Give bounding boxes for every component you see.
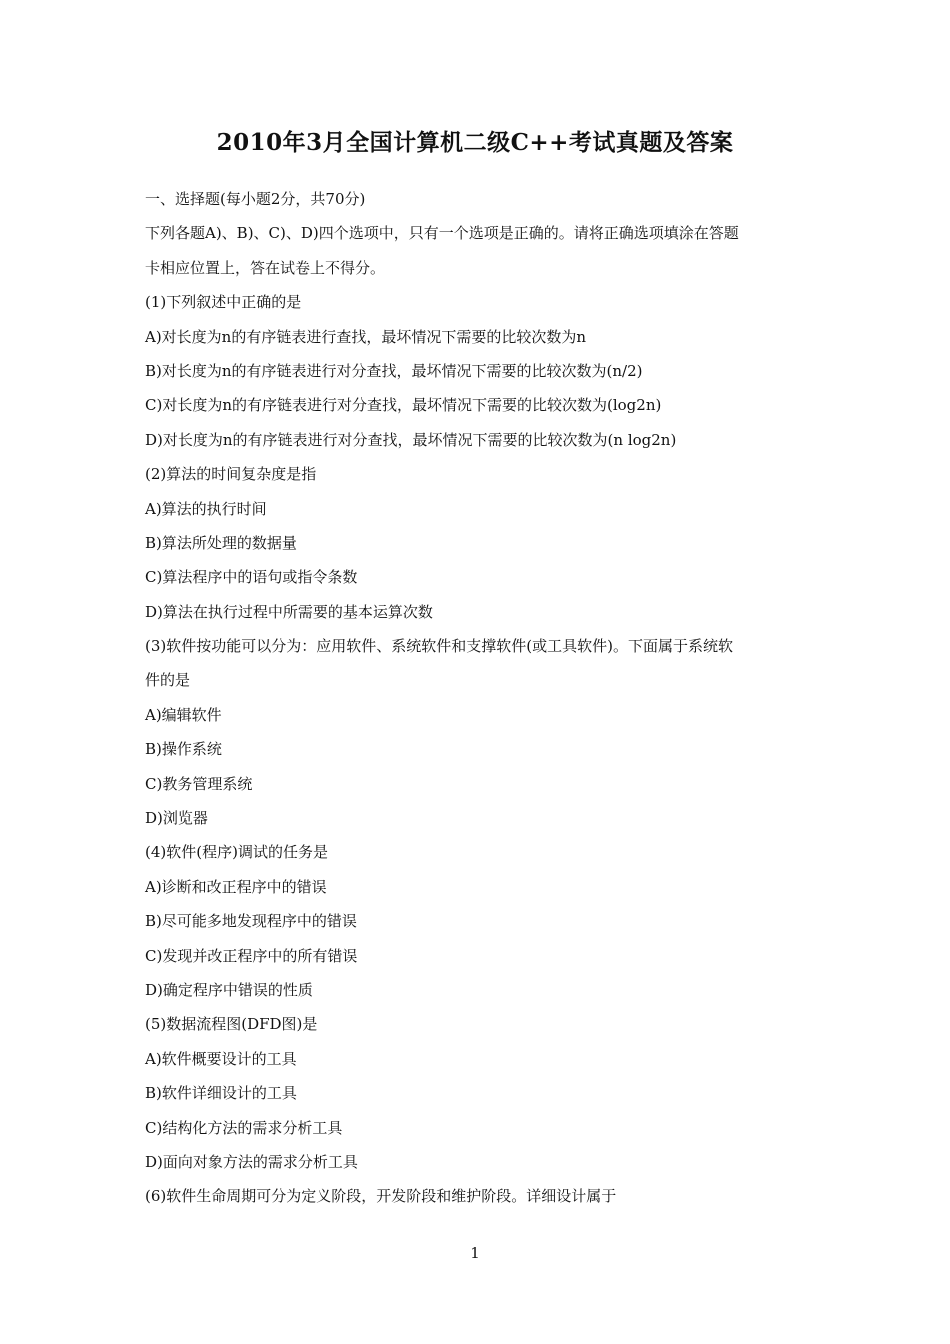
text-line: B)软件详细设计的工具 — [145, 1084, 297, 1103]
text-line: 件的是 — [145, 671, 191, 690]
text-line: (5)数据流程图(DFD图)是 — [145, 1015, 318, 1034]
text-line: C)发现并改正程序中的所有错误 — [145, 946, 358, 965]
text-line: A)算法的执行时间 — [145, 499, 267, 518]
text-line: (6)软件生命周期可分为定义阶段，开发阶段和维护阶段。详细设计属于 — [145, 1187, 617, 1206]
text-line: D)对长度为n的有序链表进行对分查找，最坏情况下需要的比较次数为(n log2n) — [145, 430, 677, 449]
text-line: C)结构化方法的需求分析工具 — [145, 1118, 343, 1137]
document-title: 2010年3月全国计算机二级C++考试真题及答案 — [216, 129, 734, 156]
document-body — [145, 182, 825, 1214]
text-line: D)算法在执行过程中所需要的基本运算次数 — [145, 602, 433, 621]
text-line: C)算法程序中的语句或指令条数 — [145, 568, 358, 587]
text-line: C)对长度为n的有序链表进行对分查找，最坏情况下需要的比较次数为(log2n) — [145, 396, 662, 415]
text-line: A)诊断和改正程序中的错误 — [145, 877, 327, 896]
text-line: 下列各题A)、B)、C)、D)四个选项中，只有一个选项是正确的。请将正确选项填涂在答题 — [145, 224, 739, 243]
text-line: B)操作系统 — [145, 740, 222, 759]
text-line: 卡相应位置上，答在试卷上不得分。 — [145, 258, 386, 277]
text-line: B)对长度为n的有序链表进行对分查找，最坏情况下需要的比较次数为(n/2) — [145, 361, 643, 380]
text-line: (1)下列叙述中正确的是 — [145, 293, 302, 312]
text-line: A)对长度为n的有序链表进行查找，最坏情况下需要的比较次数为n — [145, 327, 587, 346]
text-line: (2)算法的时间复杂度是指 — [145, 465, 317, 484]
text-line: A)软件概要设计的工具 — [145, 1049, 297, 1068]
text-line: D)确定程序中错误的性质 — [145, 980, 313, 999]
text-line: A)编辑软件 — [145, 705, 222, 724]
text-line: D)浏览器 — [145, 809, 208, 828]
text-line: (4)软件(程序)调试的任务是 — [145, 843, 328, 862]
text-line: D)面向对象方法的需求分析工具 — [145, 1152, 358, 1171]
text-line: B)算法所处理的数据量 — [145, 533, 297, 552]
text-line: C)教务管理系统 — [145, 774, 253, 793]
text-line: (3)软件按功能可以分为：应用软件、系统软件和支撑软件(或工具软件)。下面属于系统软 — [145, 637, 733, 656]
page-number: 1 — [470, 1244, 480, 1262]
text-line: 一、选择题(每小题2分，共70分) — [145, 190, 366, 208]
text-line: B)尽可能多地发现程序中的错误 — [145, 912, 357, 931]
